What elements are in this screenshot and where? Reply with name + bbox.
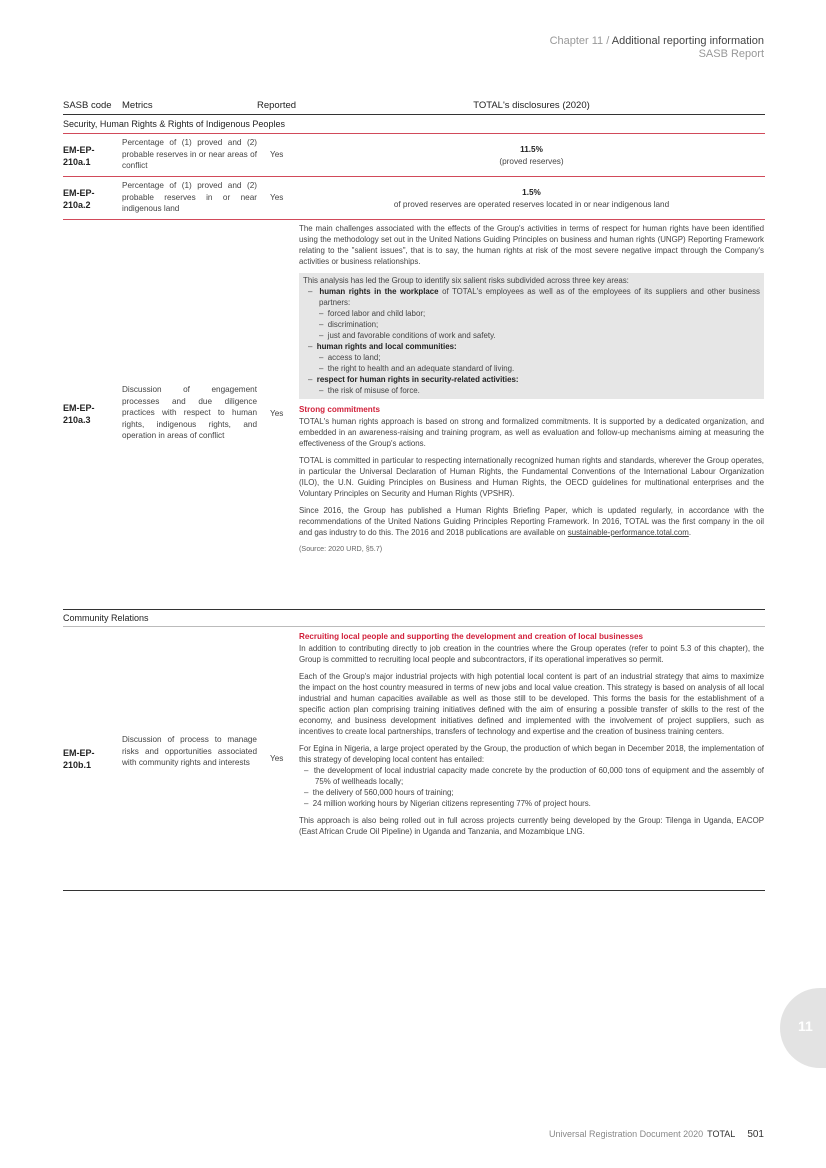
list-item: – just and favorable conditions of work and safety. [319,331,496,340]
disclosure-note: of proved reserves are operated reserves located in or near indigenous land [393,199,670,209]
col-header-code: SASB code [63,100,112,111]
list-item: – the development of local industrial capacity made concrete by the production of 60,000 tons of equipment and the assembly of 75% of wellheads locally; [304,766,764,786]
list-item: – the risk of misuse of force. [319,386,420,395]
footer-document: Universal Registration Document 2020 [549,1129,704,1139]
row-reported: Yes [270,409,284,418]
section-title-community: Community Relations [63,613,149,623]
row-reported: Yes [270,193,284,202]
list-item: – human rights and local communities: [308,342,457,351]
row-disclosure [299,187,764,210]
list-item: – human rights in the workplace of TOTAL's employees as well as of the employees of its suppliers and other business partners: [308,287,760,307]
row-rule [63,609,765,610]
page-number: 501 [747,1129,764,1140]
paragraph: TOTAL is committed in particular to respecting internationally recognized human rights and standards, wherever the Group operates, in particular the Universal Declaration of Human Rights, the Fundamental Conventions of the International Labour Organization (ILO), the U.N. Guiding Principles on Business and Human Rights, the OECD guidelines for multinational enterprises and the Voluntary Principles on Security and Human Rights (VPSHR). [299,456,764,498]
row-metric: Percentage of (1) proved and (2) probable reserves in or near areas of conflict [122,138,257,170]
chapter-tab-number: 11 [798,1018,813,1034]
header-rule [63,114,765,115]
col-header-disclosures: TOTAL's disclosures (2020) [473,100,590,111]
row-reported: Yes [270,754,284,763]
source-note: (Source: 2020 URD, §5.7) [299,544,383,553]
row-code: EM-EP-210a.1 [63,145,95,167]
section-rule [63,626,765,627]
paragraph: Since 2016, the Group has published a Human Rights Briefing Paper, which is updated regularly, in accordance with the recommendations of the United Nations Guiding Principles Reporting Framework. In 2016, TOTAL was the first company in the oil and gas industry to do this. The 2016 and 2018 publications are available on sustainable-performance.total.com. [299,506,764,537]
list-item: – respect for human rights in security-related activities: [308,375,519,384]
section-rule [63,133,765,134]
paragraph: Each of the Group's major industrial projects with high potential local content is part of an industrial strategy that aims to maximize the impact on the host country measured in terms of new jobs and local value creation. This strategy is based on analysis of all local industrial and human capacities available as well as those still to be developed. This forms the basis for the establishment of a specific action plan comprising training initiatives defined with the aim of ensuring a possible transfer of skills to the rest of the economy, and business development initiatives defined and implemented with the involvement of project suppliers, such as incentives to create local partnerships, transfers of technology and expertise and the creation of business training centers. [299,672,764,736]
paragraph: This approach is also being rolled out in full across projects currently being developed by the Group: Tilenga in Uganda, EACOP (East African Crude Oil Pipeline) in Uganda and Tanzania, and Mozambique LNG. [299,816,764,836]
header-separator: / [603,35,612,47]
list-item: – discrimination; [319,320,379,329]
paragraph: For Egina in Nigeria, a large project operated by the Group, the production of which began in December 2018, the implementation of this strategy of developing local content has entailed: [299,744,764,764]
section-subtitle: SASB Report [698,48,764,60]
list-item: – the right to health and an adequate standard of living. [319,364,515,373]
paragraph: TOTAL's human rights approach is based on strong and formalized commitments. It is supported by a dedicated organization, and embedded in an awareness-raising and training program, as well as evaluation and follow-up mechanisms aiming at measuring the effectiveness of the Group's actions. [299,417,764,448]
footer-brand: TOTAL [707,1129,736,1139]
disclosure-value: 11.5% [520,145,543,154]
disclosure-intro: The main challenges associated with the effects of the Group's activities in terms of respect for human rights have been identified using the methodology set out in the United Nations Guiding Principles on business and human rights (UNGP) Reporting Framework relating to the "salient issues", that is to say, the human rights at risk of the most severe negative impact through the Company's activities or business relationships. [299,224,764,266]
chapter-title: Additional reporting information [611,35,764,47]
section-title-security: Security, Human Rights & Rights of Indigenous Peoples [63,119,285,129]
disclosure-note: (proved reserves) [499,156,564,166]
list-item: – forced labor and child labor; [319,309,426,318]
row-code: EM-EP-210a.3 [63,403,95,425]
sustainable-performance-link[interactable]: sustainable-performance.total.com [567,528,689,537]
col-header-metrics: Metrics [122,100,153,111]
chapter-label: Chapter 11 [549,35,604,47]
row-code: EM-EP-210a.2 [63,188,95,210]
chapter-tab [780,988,826,1068]
list-item: – the delivery of 560,000 hours of training; [304,788,454,797]
row-rule [63,176,765,177]
row-disclosure [299,631,764,843]
salient-risks-box [299,273,764,399]
box-intro: This analysis has led the Group to identify six salient risks subdivided across three key areas: [303,276,629,285]
list-item: – access to land; [319,353,381,362]
row-rule [63,219,765,220]
row-reported: Yes [270,150,284,159]
row-metric: Discussion of process to manage risks and opportunities associated with community rights and interests [122,735,257,767]
row-metric: Percentage of (1) proved and (2) probable reserves in or near indigenous land [122,181,257,213]
table-bottom-rule [63,890,765,891]
disclosure-value: 1.5% [522,188,541,197]
paragraph: In addition to contributing directly to job creation in the countries where the Group operates (refer to point 5.3 of this chapter), the Group is committed to recruiting local people and subcontractors, if its operational imperatives so permit. [299,644,764,664]
list-item: – 24 million working hours by Nigerian citizens representing 77% of project hours. [304,799,591,808]
row-disclosure [299,144,764,167]
page-footer [549,1129,764,1140]
page-header [550,35,764,61]
row-code: EM-EP-210b.1 [63,748,95,770]
row-disclosure [299,223,764,554]
subheading: Strong commitments [299,405,380,414]
row-metric: Discussion of engagement processes and due diligence practices with respect to human rights, indigenous rights, and operation in areas of conflict [122,385,257,440]
subheading: Recruiting local people and supporting the development and creation of local businesses [299,632,644,641]
col-header-reported: Reported [257,100,297,111]
